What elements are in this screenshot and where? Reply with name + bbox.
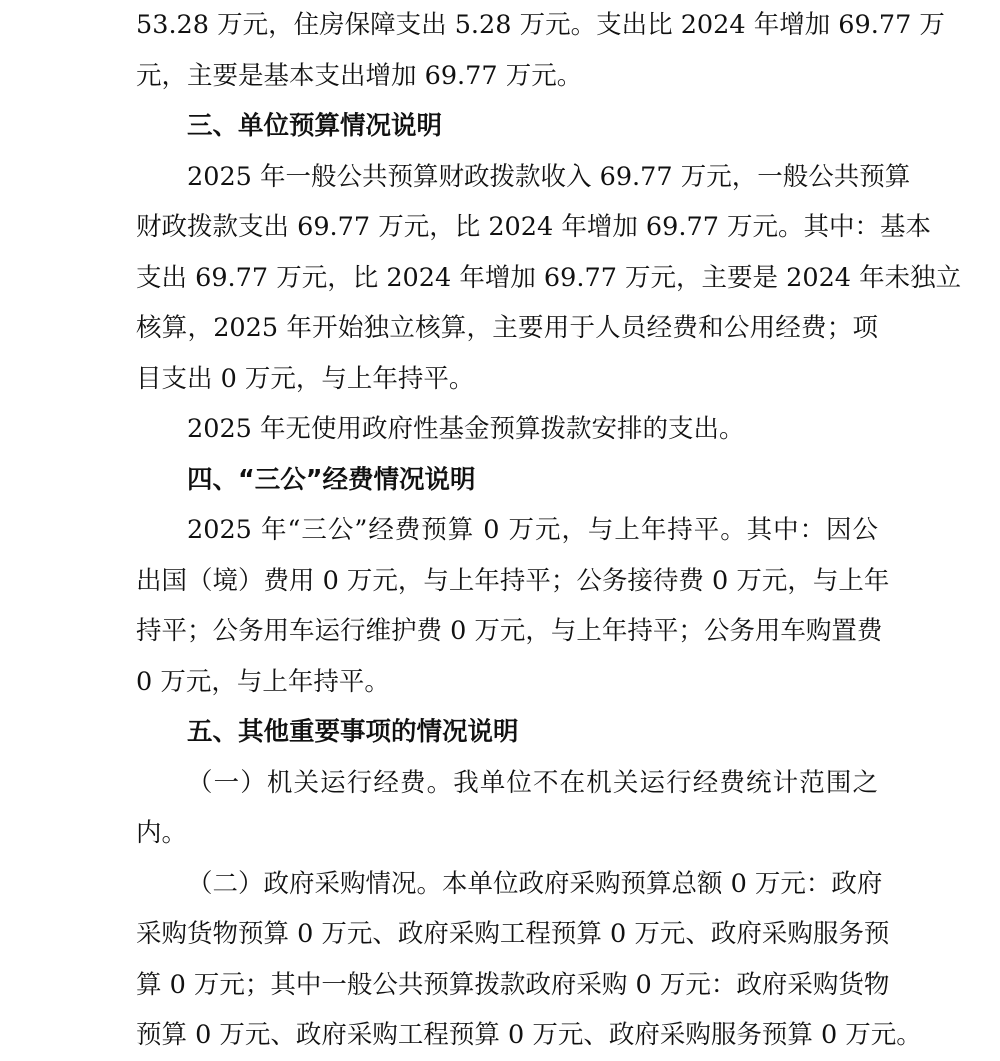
paragraph-line: 持平；公务用车运行维护费 0 万元，与上年持平；公务用车购置费 bbox=[136, 616, 883, 646]
paragraph-line: （二）政府采购情况。本单位政府采购预算总额 0 万元：政府 bbox=[187, 868, 883, 899]
paragraph-line: 2025 年“三公”经费预算 0 万元，与上年持平。其中：因公 bbox=[187, 515, 878, 545]
paragraph-line: 2025 年无使用政府性基金预算拨款安排的支出。 bbox=[187, 414, 745, 444]
paragraph-line: 出国（境）费用 0 万元，与上年持平；公务接待费 0 万元，与上年 bbox=[136, 565, 890, 596]
paragraph-line: 财政拨款支出 69.77 万元，比 2024 年增加 69.77 万元。其中：基本 bbox=[136, 212, 932, 242]
paragraph-line: 采购货物预算 0 万元、政府采购工程预算 0 万元、政府采购服务预 bbox=[136, 919, 890, 949]
paragraph-line: 元，主要是基本支出增加 69.77 万元。 bbox=[136, 60, 583, 91]
paragraph-line: 0 万元，与上年持平。 bbox=[136, 666, 390, 697]
document-body bbox=[136, 0, 962, 1061]
section-heading: 三、单位预算情况说明 bbox=[187, 111, 443, 141]
paragraph-line: 目支出 0 万元，与上年持平。 bbox=[136, 363, 475, 394]
paragraph-line: 53.28 万元，住房保障支出 5.28 万元。支出比 2024 年增加 69.77 万 bbox=[136, 10, 945, 40]
paragraph-line: 2025 年一般公共预算财政拨款收入 69.77 万元，一般公共预算 bbox=[187, 161, 911, 192]
section-heading: 四、“三公”经费情况说明 bbox=[187, 464, 476, 495]
section-heading: 五、其他重要事项的情况说明 bbox=[187, 717, 519, 747]
paragraph-line: 预算 0 万元、政府采购工程预算 0 万元、政府采购服务预算 0 万元。 bbox=[136, 1020, 922, 1050]
paragraph-line: 算 0 万元；其中一般公共预算拨款政府采购 0 万元：政府采购货物 bbox=[136, 969, 890, 1000]
paragraph-line: 内。 bbox=[136, 818, 188, 848]
paragraph-line: 核算，2025 年开始独立核算，主要用于人员经费和公用经费；项 bbox=[136, 313, 878, 343]
paragraph-line: 支出 69.77 万元，比 2024 年增加 69.77 万元，主要是 2024 年未独立 bbox=[136, 262, 962, 293]
paragraph-line: （一）机关运行经费。我单位不在机关运行经费统计范围之 bbox=[187, 767, 878, 798]
